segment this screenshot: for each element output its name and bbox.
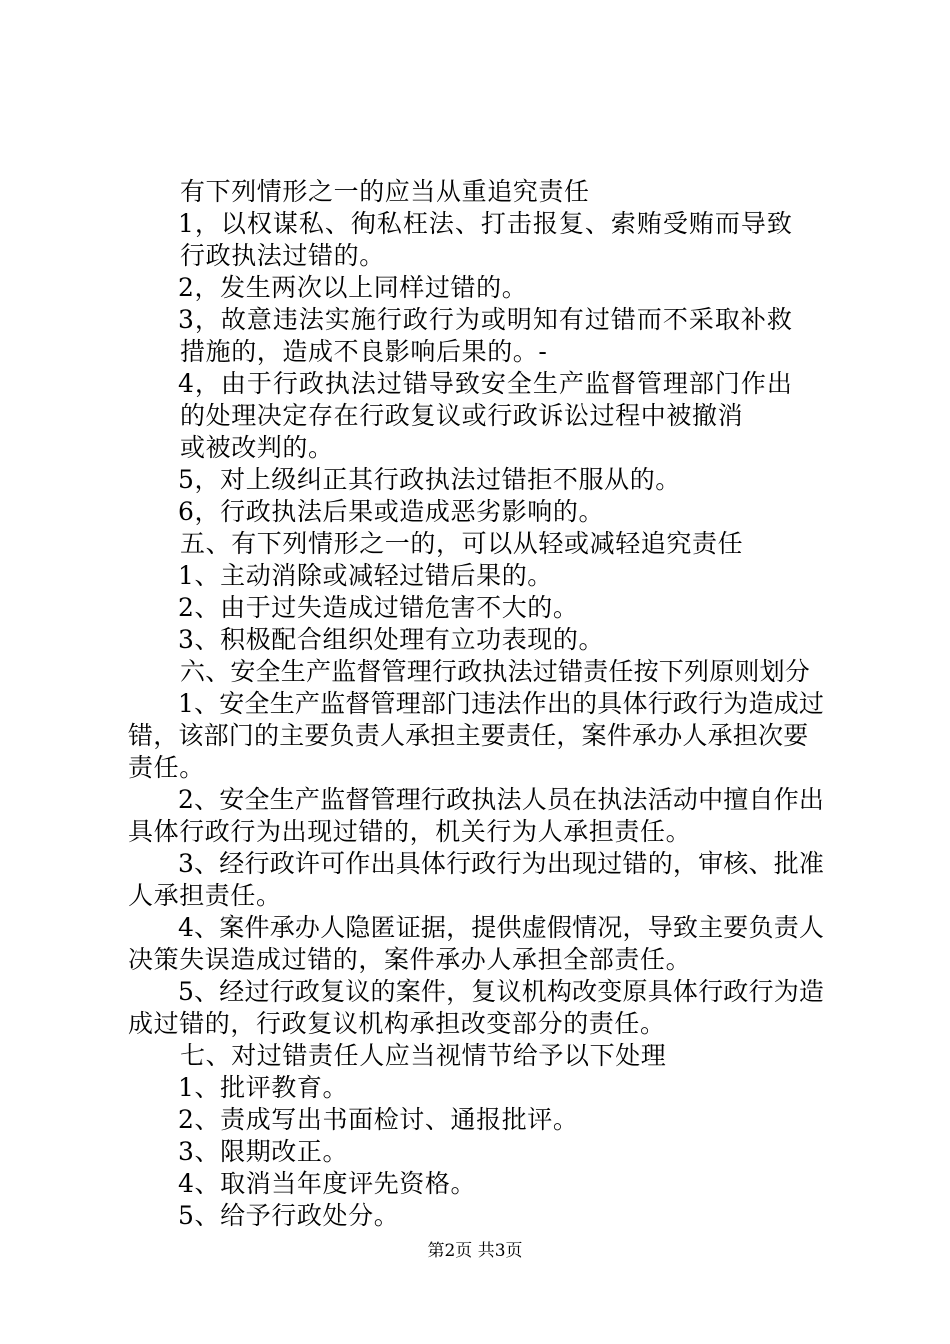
text-line: 3、积极配合组织处理有立功表现的。: [178, 625, 605, 654]
text-line: 措施的，造成不良影响后果的。-: [180, 337, 548, 366]
text-line: 行政执法过错的。: [180, 241, 385, 270]
page-number-footer: 第2页 共3页: [427, 1241, 523, 1261]
text-line: 5、给予行政处分。: [178, 1201, 400, 1230]
text-line: 5、经过行政复议的案件，复议机构改变原具体行政行为造: [178, 977, 825, 1006]
section-heading: 五、有下列情形之一的，可以从轻或减轻追究责任: [180, 529, 744, 558]
text-line: 2，发生两次以上同样过错的。: [178, 273, 528, 302]
text-line: 5，对上级纠正其行政执法过错拒不服从的。: [178, 465, 681, 494]
text-line: 成过错的，行政复议机构承担改变部分的责任。: [128, 1009, 666, 1038]
text-line: 错，该部门的主要负责人承担主要责任，案件承办人承担次要: [128, 721, 809, 750]
text-line: 1、安全生产监督管理部门违法作出的具体行政行为造成过: [178, 689, 825, 718]
text-line: 2、责成写出书面检讨、通报批评。: [178, 1105, 579, 1134]
text-line: 3，故意违法实施行政行为或明知有过错而不采取补救: [178, 305, 793, 334]
section-heading: 七、对过错责任人应当视情节给予以下处理: [180, 1041, 667, 1070]
text-line: 有下列情形之一的应当从重追究责任: [180, 177, 590, 206]
text-line: 责任。: [128, 753, 205, 782]
text-line: 或被改判的。: [180, 433, 334, 462]
text-line: 3、限期改正。: [178, 1137, 349, 1166]
text-line: 2、由于过失造成过错危害不大的。: [178, 593, 579, 622]
text-line: 1、批评教育。: [178, 1073, 349, 1102]
text-line: 具体行政行为出现过错的，机关行为人承担责任。: [128, 817, 692, 846]
section-heading: 六、安全生产监督管理行政执法过错责任按下列原则划分: [180, 657, 811, 686]
text-line: 4、取消当年度评先资格。: [178, 1169, 477, 1198]
text-line: 1、主动消除或减轻过错后果的。: [178, 561, 553, 590]
text-line: 2、安全生产监督管理行政执法人员在执法活动中擅自作出: [178, 785, 825, 814]
text-line: 6，行政执法后果或造成恶劣影响的。: [178, 497, 605, 526]
text-line: 决策失误造成过错的，案件承办人承担全部责任。: [128, 945, 692, 974]
text-line: 4、案件承办人隐匿证据，提供虚假情况，导致主要负责人: [178, 913, 825, 942]
text-line: 4，由于行政执法过错导致安全生产监督管理部门作出: [178, 369, 793, 398]
text-line: 3、经行政许可作出具体行政行为出现过错的，审核、批准: [178, 849, 825, 878]
text-line: 1，以权谋私、徇私枉法、打击报复、索贿受贿而导致: [178, 209, 793, 238]
text-line: 的处理决定存在行政复议或行政诉讼过程中被撤消: [180, 401, 744, 430]
text-line: 人承担责任。: [128, 881, 282, 910]
